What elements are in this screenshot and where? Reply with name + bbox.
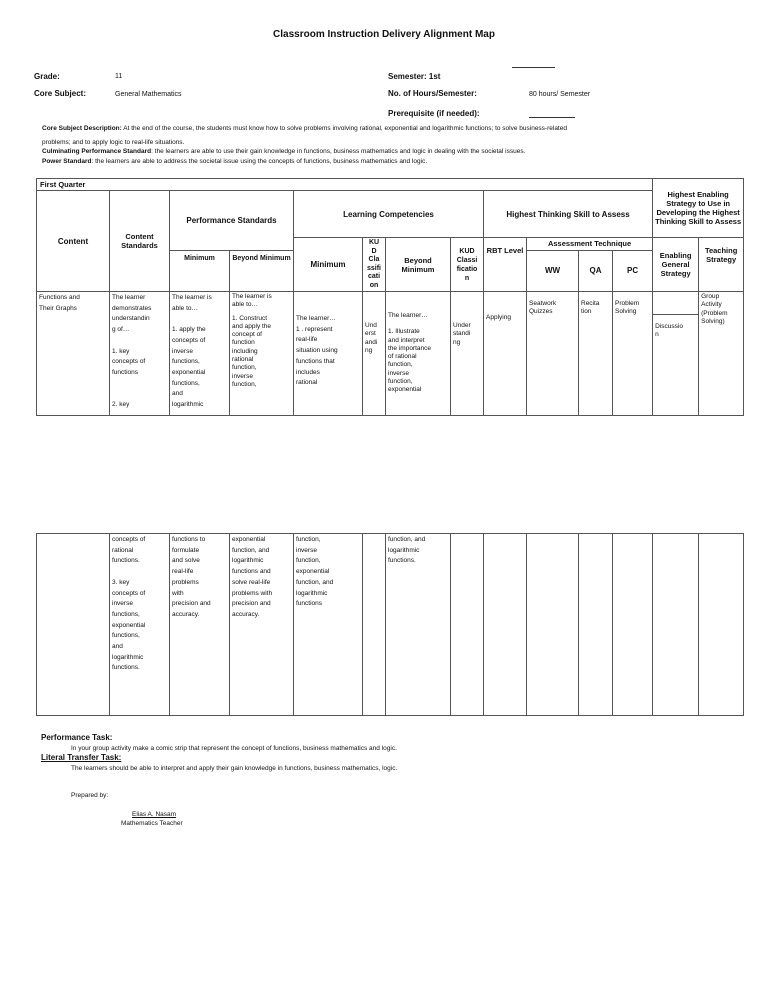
row1-kud: Und erst andi ng <box>363 292 386 416</box>
row1-lc-beyond-text: 1. Illustrate and interpret the importance of rational function, inverse function, exponential <box>388 328 431 394</box>
hours-value: 80 hours/ Semester <box>529 91 591 98</box>
lc-beyond-minimum-header: Beyond Minimum <box>386 238 451 292</box>
row2-qa <box>579 534 613 716</box>
learning-competencies-header: Learning Competencies <box>294 191 484 238</box>
row1-enabling-text: Discussio n <box>655 323 683 339</box>
highest-enabling-header: Highest Enabling Strategy to Use in Developing the Highest Thinking Skill to Assess <box>653 179 744 238</box>
row2-enabling <box>653 534 699 716</box>
preparer-position: Mathematics Teacher <box>121 820 183 827</box>
row1-ps-beyond <box>230 292 294 416</box>
row2-rbt <box>484 534 527 716</box>
row2-ww <box>527 534 579 716</box>
row1-qa: Recita tion <box>579 292 613 416</box>
content-standards-header: Content Standards <box>110 191 170 292</box>
prepared-by-label: Prepared by: <box>71 792 109 799</box>
preparer-name: Elias A. Nasam <box>132 811 177 818</box>
ww-header: WW <box>527 250 579 291</box>
row2-kud <box>363 534 386 716</box>
culminating-label: Culminating Performance Standard <box>42 148 152 155</box>
prerequisite-blank-line <box>529 117 575 118</box>
row1-ps-beyond-head: The learner is able to… <box>232 293 272 309</box>
row1-enabling-blank <box>653 292 698 315</box>
row2-lc-minimum: function, inverse function, exponential function, and logarithmic functions <box>294 534 363 716</box>
power-label: Power Standard <box>42 158 92 165</box>
row1-lc-beyond-head: The learner… <box>388 312 428 319</box>
power-text: : the learners are able to address the societal issue using the concepts of functions, business mathematics and logic. <box>91 158 428 165</box>
ps-minimum-header: Minimum <box>170 250 230 291</box>
row2-content <box>37 534 110 716</box>
row2-ps-minimum: functions to formulate and solve real-life problems with precision and accuracy. <box>170 534 230 716</box>
performance-task-text: In your group activity make a comic strip that represent the concept of functions, business mathematics and logic. <box>71 745 397 752</box>
row2-ps-beyond: exponential function, and logarithmic functions and solve real-life problems with precision and accuracy. <box>230 534 294 716</box>
row1-lc-minimum-head: The learner… <box>296 315 336 322</box>
row2-lc-beyond: function, and logarithmic functions. <box>386 534 451 716</box>
row1-ps-minimum: The learner is able to… 1. apply the concepts of inverse functions, exponential functions, and logarithmic <box>170 292 230 416</box>
literal-transfer-text: The learners should be able to interpret and apply their gain knowledge in functions, business mathematics, logic. <box>71 765 398 772</box>
row1-kud2: Under standi ng <box>451 292 484 416</box>
row2-pc <box>613 534 653 716</box>
title-blank-line <box>512 67 555 68</box>
row2-content-standards: concepts of rational functions. 3. key concepts of inverse functions, exponential functions, and logarithmic functions. <box>110 534 170 716</box>
grade-value: 11 <box>115 73 123 80</box>
grade-label: Grade: <box>34 72 60 81</box>
teaching-strategy-header: Teaching Strategy <box>699 238 744 292</box>
power-standard <box>42 157 742 167</box>
assessment-technique-header: Assessment Technique <box>527 238 653 251</box>
performance-task-label: Performance Task: <box>41 733 113 742</box>
kud-classification-header: KU D Cla ssifi cati on <box>363 238 386 292</box>
kud-classification2-header: KUD Classi ficatio n <box>451 238 484 292</box>
row1-teaching: Group Activity (Problem Solving) <box>699 292 744 416</box>
core-desc-continued: problems; and to apply logic to real-life situations. <box>42 139 185 146</box>
rbt-level-header: RBT Level <box>484 238 527 292</box>
core-subject-label: Core Subject: <box>34 89 87 98</box>
performance-standards-header: Performance Standards <box>170 191 294 251</box>
alignment-table-continued <box>36 533 744 716</box>
pc-header: PC <box>613 250 653 291</box>
content-header: Content <box>37 191 110 292</box>
core-subject-description <box>42 124 742 134</box>
row1-content-standards: The learner demonstrates understandin g of… 1. key concepts of functions 2. key <box>110 292 170 416</box>
hours-label: No. of Hours/Semester: <box>388 89 477 98</box>
row1-lc-minimum <box>294 292 363 416</box>
alignment-table <box>36 178 744 416</box>
row2-teaching <box>699 534 744 716</box>
page-title: Classroom Instruction Delivery Alignment Map <box>273 29 495 40</box>
highest-thinking-header: Highest Thinking Skill to Assess <box>484 191 653 238</box>
ps-beyond-minimum-header: Beyond Minimum <box>230 250 294 291</box>
culminating-text: : the learners are able to use their gain knowledge in functions, business mathematics and logic in dealing with the societal issues. <box>151 148 526 155</box>
core-desc-text: At the end of the course, the students must know how to solve problems involving rational, exponential and logarithmic functions; to solve business-related <box>121 125 567 132</box>
row1-enabling <box>653 292 699 416</box>
row1-rbt: Applying <box>484 292 527 416</box>
lc-minimum-header: Minimum <box>294 238 363 292</box>
enabling-general-header: Enabling General Strategy <box>653 238 699 292</box>
qa-header: QA <box>579 250 613 291</box>
row1-lc-beyond <box>386 292 451 416</box>
row1-content: Functions and Their Graphs <box>37 292 110 416</box>
core-subject-value: General Mathematics <box>115 91 182 98</box>
row1-ps-beyond-text: 1. Construct and apply the concept of function including rational function, inverse function, <box>232 314 272 388</box>
literal-transfer-label: Literal Transfer Task: <box>41 753 122 762</box>
row1-ww: Seatwork Quizzes <box>527 292 579 416</box>
row1-pc: Problem Solving <box>613 292 653 416</box>
quarter-label: First Quarter <box>37 179 653 191</box>
row1-lc-minimum-text: 1 . represent real-life situation using functions that includes rational <box>296 325 338 387</box>
core-desc-label: Core Subject Description: <box>42 125 122 132</box>
culminating-standard <box>42 147 742 157</box>
semester-label: Semester: 1st <box>388 72 441 81</box>
prerequisite-label: Prerequisite (if needed): <box>388 109 480 118</box>
row2-kud2 <box>451 534 484 716</box>
